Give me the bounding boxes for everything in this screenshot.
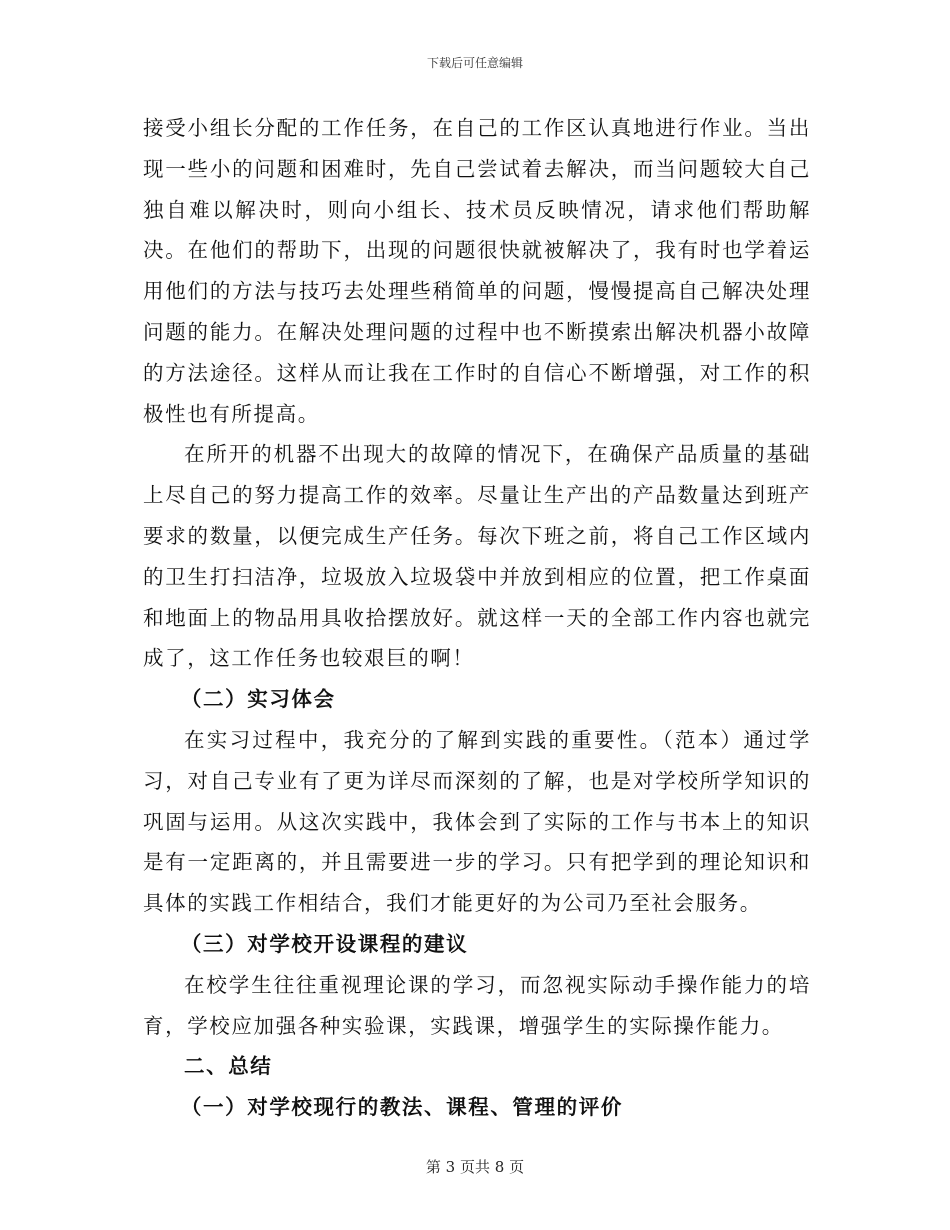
heading-internship-experience: （二）实习体会 [180,687,336,712]
paragraph-experience: 在实习过程中，我充分的了解到实践的重要性。（范本）通过学习，对自己专业有了更为详尽而深刻的了解，也是对学校所学知识的巩固与运用。从这次实践中，我体会到了实际的工作与书本上的知识是有一定距离的，并且需要进一步的学习。只有把学到的理论知识和具体的实践工作相结合，我们才能更好的为公司乃至社会服务。 [143,727,811,916]
paragraph-work-tasks: 接受小组长分配的工作任务，在自己的工作区认真地进行作业。当出现一些小的问题和困难时，先自己尝试着去解决，而当问题较大自己独自难以解决时，则向小组长、技术员反映情况，请求他们帮助解决。在他们的帮助下，出现的问题很快就被解决了，我有时也学着运用他们的方法与技巧去处理些稍简单的问题，慢慢提高自己解决处理问题的能力。在解决处理问题的过程中也不断摸索出解决机器小故障的方法途径。这样从而让我在工作时的自信心不断增强，对工作的积极性也有所提高。 [143,116,811,426]
heading-course-suggestions: （三）对学校开设课程的建议 [180,931,469,956]
document-body [143,108,811,1128]
page-number: 第 3 页共 8 页 [425,1158,525,1176]
heading-school-evaluation: （一）对学校现行的教法、课程、管理的评价 [180,1095,623,1120]
paragraph-efficiency: 在所开的机器不出现大的故障的情况下，在确保产品质量的基础上尽自己的努力提高工作的效率。尽量让生产出的产品数量达到班产要求的数量，以便完成生产任务。每次下班之前，将自己工作区域内的卫生打扫洁净，垃圾放入垃圾袋中并放到相应的位置，把工作桌面和地面上的物品用具收拾摆放好。就这样一天的全部工作内容也就完成了，这工作任务也较艰巨的啊！ [143,442,811,671]
paragraph-suggestions: 在校学生往往重视理论课的学习，而忽视实际动手操作能力的培育，学校应加强各种实验课，实践课，增强学生的实际操作能力。 [143,972,811,1038]
header-note: 下载后可任意编辑 [426,56,523,70]
heading-summary: 二、总结 [184,1054,273,1079]
